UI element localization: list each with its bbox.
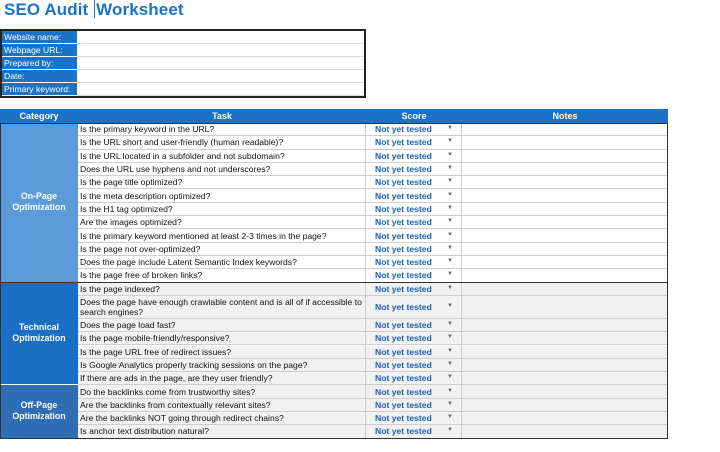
info-row-website	[2, 31, 364, 44]
notes-cell[interactable]	[462, 359, 668, 372]
dropdown-arrow-icon[interactable]: ▼	[447, 138, 453, 145]
score-dropdown[interactable]	[366, 150, 462, 163]
task-cell: Is the page URL free of redirect issues?	[78, 346, 366, 359]
score-value: Not yet tested	[375, 373, 432, 384]
table-row	[78, 163, 668, 176]
table-row	[78, 372, 668, 385]
notes-cell[interactable]	[462, 243, 668, 256]
task-cell: Does the page load fast?	[78, 319, 366, 332]
task-cell: Is the page mobile-friendly/responsive?	[78, 332, 366, 345]
score-value: Not yet tested	[375, 217, 432, 228]
score-value: Not yet tested	[375, 426, 432, 437]
score-dropdown[interactable]	[366, 399, 462, 412]
score-value: Not yet tested	[375, 243, 432, 254]
score-dropdown[interactable]	[366, 256, 462, 269]
score-dropdown[interactable]	[366, 229, 462, 242]
notes-cell[interactable]	[462, 283, 668, 296]
score-dropdown[interactable]	[366, 332, 462, 345]
task-cell: Is the H1 tag optimized?	[78, 203, 366, 216]
table-row	[78, 256, 668, 269]
score-dropdown[interactable]	[366, 176, 462, 189]
score-value: Not yet tested	[375, 386, 432, 397]
dropdown-arrow-icon[interactable]: ▼	[447, 374, 453, 381]
score-dropdown[interactable]	[366, 190, 462, 203]
dropdown-arrow-icon[interactable]: ▼	[447, 321, 453, 328]
score-dropdown[interactable]	[366, 372, 462, 385]
score-dropdown[interactable]	[366, 216, 462, 229]
dropdown-arrow-icon[interactable]: ▼	[447, 165, 453, 172]
task-cell: Are the backlinks NOT going through redirect chains?	[78, 412, 366, 425]
task-cell: Is the URL short and user-friendly (human readable)?	[78, 136, 366, 149]
table-header	[0, 109, 668, 123]
table-row	[78, 283, 668, 296]
info-row-prepared	[2, 57, 364, 70]
header-category: Category	[19, 111, 59, 121]
score-dropdown[interactable]	[366, 283, 462, 296]
notes-cell[interactable]	[462, 190, 668, 203]
dropdown-arrow-icon[interactable]: ▼	[447, 360, 453, 367]
dropdown-arrow-icon[interactable]: ▼	[447, 231, 453, 238]
notes-cell[interactable]	[462, 229, 668, 242]
dropdown-arrow-icon[interactable]: ▼	[447, 271, 453, 278]
task-cell: Is the page title optimized?	[78, 176, 366, 189]
score-value: Not yet tested	[375, 413, 432, 424]
task-cell: If there are ads in the page, are they user friendly?	[78, 372, 366, 385]
notes-cell[interactable]	[462, 123, 668, 136]
notes-cell[interactable]	[462, 319, 668, 332]
task-cell: Is the page indexed?	[78, 283, 366, 296]
notes-cell[interactable]	[462, 332, 668, 345]
audit-table	[0, 109, 668, 439]
category-cell: Technical Optimization	[0, 283, 78, 386]
dropdown-arrow-icon[interactable]: ▼	[447, 204, 453, 211]
score-dropdown[interactable]	[366, 243, 462, 256]
score-value: Not yet tested	[375, 359, 432, 370]
dropdown-arrow-icon[interactable]: ▼	[447, 151, 453, 158]
notes-cell[interactable]	[462, 372, 668, 385]
table-row	[78, 359, 668, 372]
header-notes: Notes	[552, 111, 578, 121]
notes-cell[interactable]	[462, 163, 668, 176]
dropdown-arrow-icon[interactable]: ▼	[447, 284, 453, 291]
score-dropdown[interactable]	[366, 425, 462, 438]
score-value: Not yet tested	[375, 257, 432, 268]
dropdown-arrow-icon[interactable]: ▼	[447, 218, 453, 225]
table-row	[78, 296, 668, 319]
table-row	[78, 385, 668, 398]
category-cell: On-Page Optimization	[0, 123, 78, 283]
prepared-by-label: Prepared by:	[2, 57, 77, 70]
score-dropdown[interactable]	[366, 203, 462, 216]
task-cell: Is the page free of broken links?	[78, 269, 366, 282]
score-dropdown[interactable]	[366, 123, 462, 136]
notes-cell[interactable]	[462, 269, 668, 282]
score-value: Not yet tested	[375, 283, 432, 294]
table-row	[78, 150, 668, 163]
table-row	[78, 332, 668, 345]
score-value: Not yet tested	[375, 270, 432, 281]
info-box	[0, 29, 366, 98]
category-cell: Off-Page Optimization	[0, 385, 78, 438]
dropdown-arrow-icon[interactable]: ▼	[447, 414, 453, 421]
webpage-url-label: Webpage URL:	[2, 44, 77, 57]
task-cell: Is the primary keyword in the URL?	[78, 123, 366, 136]
primary-keyword-label: Primary keyword:	[2, 83, 77, 96]
notes-cell[interactable]	[462, 176, 668, 189]
table-row	[78, 176, 668, 189]
score-value: Not yet tested	[375, 124, 432, 135]
notes-cell[interactable]	[462, 256, 668, 269]
info-row-date	[2, 70, 364, 83]
score-value: Not yet tested	[375, 164, 432, 175]
dropdown-arrow-icon[interactable]: ▼	[447, 387, 453, 394]
score-dropdown[interactable]	[366, 412, 462, 425]
notes-cell[interactable]	[462, 216, 668, 229]
table-row	[78, 319, 668, 332]
task-cell: Are the backlinks from contextually relevant sites?	[78, 399, 366, 412]
prepared-by-field[interactable]	[77, 57, 364, 70]
dropdown-arrow-icon[interactable]: ▼	[447, 178, 453, 185]
table-row	[78, 203, 668, 216]
date-label: Date:	[2, 70, 77, 83]
score-value: Not yet tested	[375, 230, 432, 241]
task-cell: Does the page have enough crawlable content and is all of if accessible to search engines?	[78, 296, 366, 319]
dropdown-arrow-icon[interactable]: ▼	[447, 302, 453, 309]
dropdown-arrow-icon[interactable]: ▼	[447, 244, 453, 251]
notes-cell[interactable]	[462, 412, 668, 425]
website-name-field[interactable]	[77, 31, 364, 44]
task-cell: Does the URL use hyphens and not underscores?	[78, 163, 366, 176]
header-score: Score	[401, 111, 427, 121]
table-row	[78, 190, 668, 203]
notes-cell[interactable]	[462, 425, 668, 438]
score-value: Not yet tested	[375, 399, 432, 410]
task-cell: Is anchor text distribution natural?	[78, 425, 366, 438]
task-cell: Is Google Analytics properly tracking sessions on the page?	[78, 359, 366, 372]
task-cell: Are the images optimized?	[78, 216, 366, 229]
score-value: Not yet tested	[375, 320, 432, 331]
task-cell: Is the URL located in a subfolder and not subdomain?	[78, 150, 366, 163]
dropdown-arrow-icon[interactable]: ▼	[447, 334, 453, 341]
table-row	[78, 346, 668, 359]
score-dropdown[interactable]	[366, 163, 462, 176]
score-dropdown[interactable]	[366, 359, 462, 372]
dropdown-arrow-icon[interactable]: ▼	[447, 258, 453, 265]
webpage-url-field[interactable]	[77, 44, 364, 57]
info-row-keyword	[2, 83, 364, 96]
score-value: Not yet tested	[375, 190, 432, 201]
table-row	[78, 425, 668, 438]
notes-cell[interactable]	[462, 150, 668, 163]
primary-keyword-field[interactable]	[77, 83, 364, 96]
task-cell: Does the page include Latent Semantic Index keywords?	[78, 256, 366, 269]
dropdown-arrow-icon[interactable]: ▼	[447, 347, 453, 354]
table-row	[78, 269, 668, 282]
notes-cell[interactable]	[462, 136, 668, 149]
date-field[interactable]	[77, 70, 364, 83]
score-value: Not yet tested	[375, 177, 432, 188]
dropdown-arrow-icon[interactable]: ▼	[447, 427, 453, 434]
header-task: Task	[212, 111, 232, 121]
score-dropdown[interactable]	[366, 269, 462, 282]
table-row	[78, 123, 668, 136]
score-dropdown[interactable]	[366, 296, 462, 319]
score-value: Not yet tested	[375, 150, 432, 161]
table-row	[78, 229, 668, 242]
score-dropdown[interactable]	[366, 136, 462, 149]
website-name-label: Website name:	[2, 31, 77, 44]
table-row	[78, 412, 668, 425]
score-value: Not yet tested	[375, 137, 432, 148]
score-value: Not yet tested	[375, 346, 432, 357]
score-value: Not yet tested	[375, 333, 432, 344]
task-cell: Is the primary keyword mentioned at least 2-3 times in the page?	[78, 229, 366, 242]
score-value: Not yet tested	[375, 301, 432, 312]
task-cell: Is the page not over-optimized?	[78, 243, 366, 256]
score-dropdown[interactable]	[366, 319, 462, 332]
notes-cell[interactable]	[462, 296, 668, 319]
score-value: Not yet tested	[375, 203, 432, 214]
text-cursor	[94, 0, 95, 18]
table-row	[78, 243, 668, 256]
dropdown-arrow-icon[interactable]: ▼	[447, 191, 453, 198]
dropdown-arrow-icon[interactable]: ▼	[447, 125, 453, 132]
notes-cell[interactable]	[462, 346, 668, 359]
info-row-url	[2, 44, 364, 57]
task-cell: Do the backlinks come from trustworthy sites?	[78, 385, 366, 398]
table-row	[78, 136, 668, 149]
notes-cell[interactable]	[462, 203, 668, 216]
table-row	[78, 399, 668, 412]
dropdown-arrow-icon[interactable]: ▼	[447, 400, 453, 407]
score-dropdown[interactable]	[366, 346, 462, 359]
page-title: SEO Audit Worksheet	[4, 0, 184, 19]
table-row	[78, 216, 668, 229]
notes-cell[interactable]	[462, 399, 668, 412]
notes-cell[interactable]	[462, 385, 668, 398]
score-dropdown[interactable]	[366, 385, 462, 398]
task-cell: Is the meta description optimized?	[78, 190, 366, 203]
